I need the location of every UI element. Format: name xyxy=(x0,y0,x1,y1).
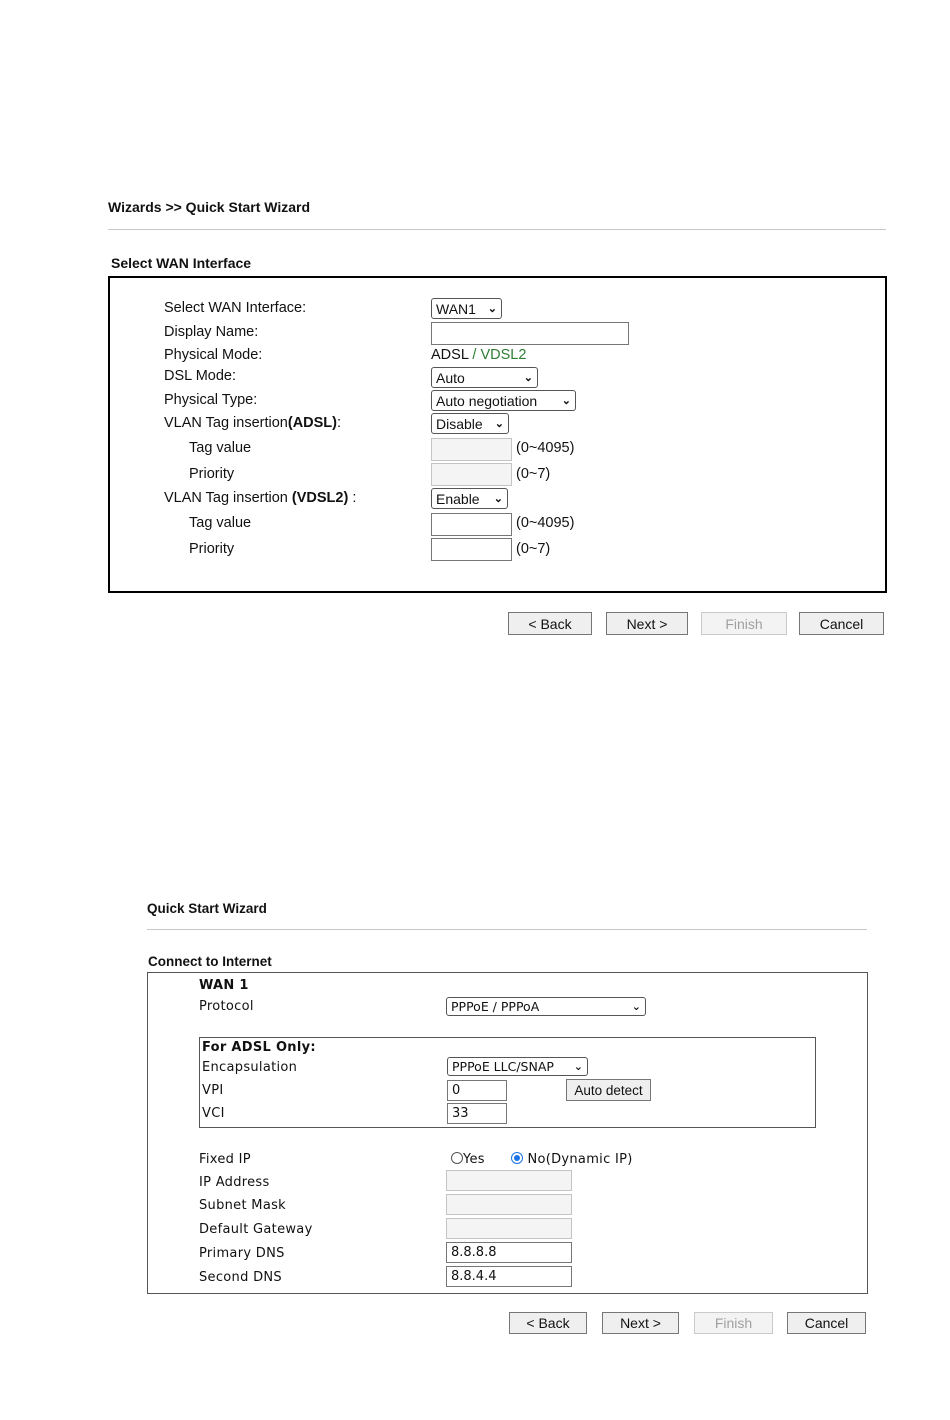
default-gateway-input[interactable] xyxy=(446,1218,572,1239)
chevron-down-icon: ⌄ xyxy=(573,1060,583,1073)
back-button-2[interactable]: < Back xyxy=(509,1312,587,1334)
adsl-priority-input[interactable] xyxy=(431,463,512,486)
vci-input[interactable]: 33 xyxy=(447,1103,507,1124)
chevron-down-icon: ⌄ xyxy=(523,372,533,384)
label-vlan-adsl: VLAN Tag insertion(ADSL): xyxy=(164,415,342,431)
adsl-tag-value-input[interactable] xyxy=(431,438,512,461)
label-dsl-mode: DSL Mode: xyxy=(164,368,236,384)
label-vdsl-tag-value: Tag value xyxy=(189,515,252,531)
fixed-ip-yes-option[interactable]: Yes xyxy=(451,1152,485,1167)
next-button[interactable]: Next > xyxy=(606,612,688,635)
chevron-down-icon: ⌄ xyxy=(494,418,504,430)
dsl-mode-select[interactable]: Auto ⌄ xyxy=(431,367,538,388)
auto-detect-button[interactable]: Auto detect xyxy=(566,1079,651,1101)
chevron-down-icon: ⌄ xyxy=(631,1000,641,1013)
chevron-down-icon: ⌄ xyxy=(561,395,571,407)
next-button-2[interactable]: Next > xyxy=(602,1312,679,1334)
finish-button-2[interactable]: Finish xyxy=(694,1312,773,1334)
cancel-button[interactable]: Cancel xyxy=(799,612,884,635)
wan-interface-select[interactable]: WAN1 ⌄ xyxy=(431,298,502,319)
display-name-input[interactable] xyxy=(431,322,629,345)
label-physical-type: Physical Type: xyxy=(164,392,258,408)
breadcrumb-2: Quick Start Wizard xyxy=(147,901,267,916)
label-display-name: Display Name: xyxy=(164,324,259,340)
label-default-gateway: Default Gateway xyxy=(199,1222,313,1237)
fixed-ip-no-option[interactable]: No(Dynamic IP) xyxy=(511,1152,633,1167)
second-dns-input[interactable]: 8.8.4.4 xyxy=(446,1266,572,1287)
wan-title: WAN 1 xyxy=(199,978,249,993)
label-adsl-priority: Priority xyxy=(189,466,235,482)
label-second-dns: Second DNS xyxy=(199,1270,282,1285)
divider xyxy=(108,229,886,230)
label-primary-dns: Primary DNS xyxy=(199,1246,285,1261)
subnet-mask-input[interactable] xyxy=(446,1194,572,1215)
label-subnet-mask: Subnet Mask xyxy=(199,1198,286,1213)
label-ip-address: IP Address xyxy=(199,1175,270,1190)
label-vpi: VPI xyxy=(202,1083,224,1098)
adsl-tag-range-hint: (0~4095) xyxy=(516,440,575,456)
ip-address-input[interactable] xyxy=(446,1170,572,1191)
vlan-adsl-select[interactable]: Disable ⌄ xyxy=(431,413,509,434)
vdsl-tag-range-hint: (0~4095) xyxy=(516,515,575,531)
radio-yes[interactable] xyxy=(451,1152,463,1164)
label-fixed-ip: Fixed IP xyxy=(199,1152,251,1167)
vpi-input[interactable]: 0 xyxy=(447,1080,507,1101)
label-protocol: Protocol xyxy=(199,999,254,1014)
breadcrumb: Wizards >> Quick Start Wizard xyxy=(108,199,311,215)
chevron-down-icon: ⌄ xyxy=(493,493,503,505)
label-encapsulation: Encapsulation xyxy=(202,1060,298,1075)
vdsl-priority-input[interactable] xyxy=(431,538,512,561)
label-select-wan: Select WAN Interface: xyxy=(164,300,307,316)
adsl-priority-range-hint: (0~7) xyxy=(516,466,551,482)
cancel-button-2[interactable]: Cancel xyxy=(787,1312,866,1334)
section-title: Select WAN Interface xyxy=(111,255,252,271)
label-vci: VCI xyxy=(202,1106,225,1121)
label-physical-mode: Physical Mode: xyxy=(164,347,263,363)
section-title-2: Connect to Internet xyxy=(148,954,272,969)
radio-no-selected[interactable] xyxy=(511,1152,523,1164)
finish-button[interactable]: Finish xyxy=(701,612,787,635)
label-vlan-vdsl: VLAN Tag insertion (VDSL2) : xyxy=(164,490,357,506)
vlan-vdsl-select[interactable]: Enable ⌄ xyxy=(431,488,508,509)
label-adsl-tag-value: Tag value xyxy=(189,440,252,456)
divider-2 xyxy=(147,929,867,930)
primary-dns-input[interactable]: 8.8.8.8 xyxy=(446,1242,572,1263)
back-button[interactable]: < Back xyxy=(508,612,592,635)
vdsl-priority-range-hint: (0~7) xyxy=(516,541,551,557)
physical-type-select[interactable]: Auto negotiation ⌄ xyxy=(431,390,576,411)
label-vdsl-priority: Priority xyxy=(189,541,235,557)
vdsl-tag-value-input[interactable] xyxy=(431,513,512,536)
chevron-down-icon: ⌄ xyxy=(487,303,497,315)
label-adsl-only: For ADSL Only: xyxy=(202,1040,316,1055)
protocol-select[interactable]: PPPoE / PPPoA ⌄ xyxy=(446,997,646,1016)
physical-mode-value: ADSL / VDSL2 xyxy=(431,347,527,363)
encapsulation-select[interactable]: PPPoE LLC/SNAP ⌄ xyxy=(447,1057,588,1076)
